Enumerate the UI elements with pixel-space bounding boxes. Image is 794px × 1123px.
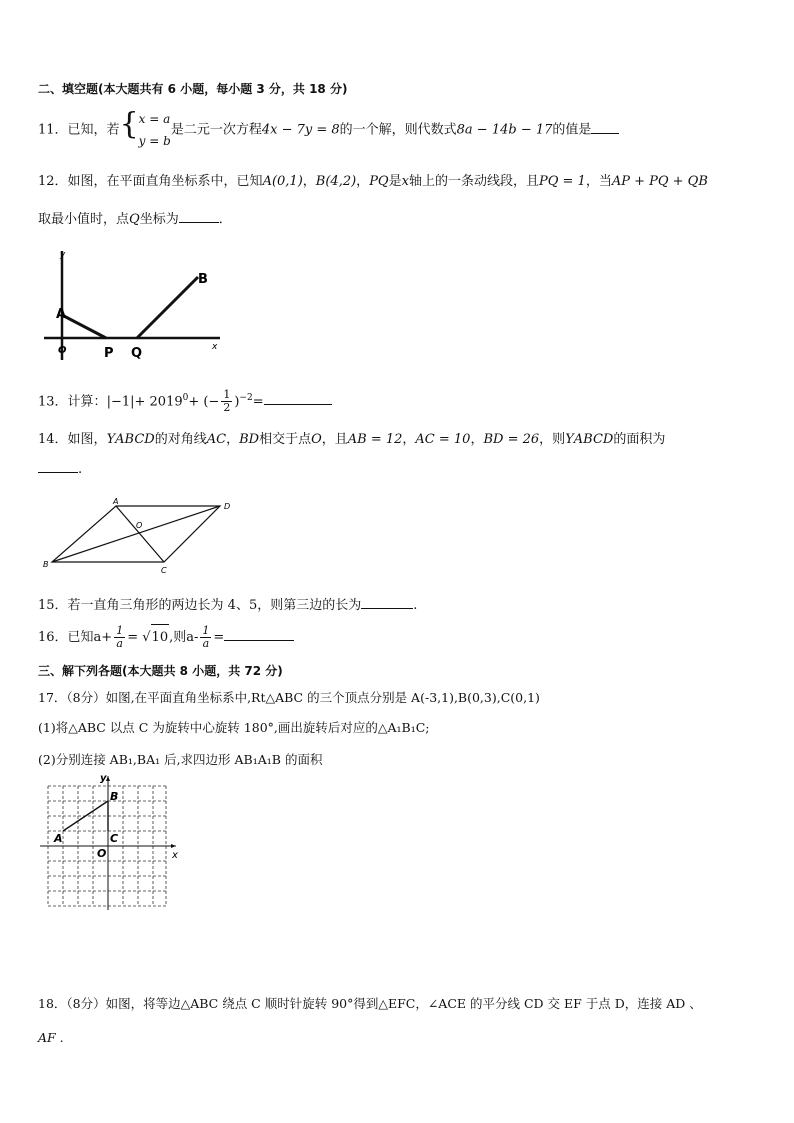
- q12-sep: ，: [302, 174, 316, 189]
- question-14-line-1: [38, 428, 665, 447]
- q17-fig-c-label: C: [110, 832, 119, 845]
- q16-equals-1: =: [127, 630, 139, 645]
- q14-point-o: O: [311, 432, 322, 447]
- question-16: [38, 624, 294, 651]
- q12-segment-ap: [62, 315, 106, 338]
- q14-answer-blank[interactable]: [38, 460, 78, 473]
- q16-answer-blank[interactable]: [224, 628, 294, 641]
- q12-segment-qb: [137, 277, 198, 338]
- q12-text-2: ，: [356, 174, 370, 189]
- q14-text-5: ，则: [539, 432, 566, 447]
- q12-fig-p-label: P: [104, 346, 114, 361]
- section-2-title: 二、填空题(本大题共有 6 小题，每小题 3 分，共 18 分): [38, 82, 348, 96]
- q14-sep-3: ，: [470, 432, 484, 447]
- q11-text-3: 的一个解，则代数式: [339, 122, 457, 138]
- question-13: [38, 386, 332, 414]
- q17-fig-y-label: y: [100, 773, 107, 784]
- q14-fig-a-label: A: [113, 497, 119, 506]
- q11-text: 已知，若: [67, 122, 120, 138]
- q12-fig-a-label: A: [56, 307, 67, 322]
- question-12-line-2: [38, 208, 232, 227]
- q17-line-1: 17．（8分）如图,在平面直角坐标系中,Rt△ABC 的三个顶点分别是 A(-3,1),B(0,3),C(0,1): [38, 690, 540, 705]
- q14-number: 14．: [38, 432, 68, 447]
- q11-equation: 4x − 7y = 8: [261, 122, 340, 138]
- q12-text: 如图，在平面直角坐标系中，已知: [67, 174, 263, 189]
- q13-text: 计算：: [67, 394, 107, 410]
- q14-fig-o-label: O: [136, 521, 143, 530]
- q14-ab: AB = 12: [347, 432, 403, 447]
- q17-y-arrow: [106, 776, 110, 781]
- q11-number: 11．: [38, 122, 68, 138]
- q14-end: .: [78, 462, 83, 477]
- q15-number: 15．: [38, 598, 68, 613]
- q14-diagonal-bd: BD: [239, 432, 260, 447]
- q11-system: [139, 108, 171, 152]
- q11-brace: {: [119, 106, 139, 142]
- q17-x-arrow: [171, 844, 176, 848]
- q14-parallelogram: ΥABCD: [106, 432, 155, 447]
- question-15: [38, 594, 417, 613]
- q15-end: .: [413, 598, 418, 613]
- q14-parallelogram-2: ΥABCD: [565, 432, 614, 447]
- q12-number: 12．: [38, 174, 68, 189]
- q12-text-3: 是: [388, 174, 402, 189]
- q13-exponent-neg2: −2: [239, 393, 253, 403]
- q12-fig-q-label: Q: [131, 346, 143, 361]
- q14-fig-d-label: D: [224, 502, 231, 511]
- q16-denominator-2: a: [202, 637, 210, 650]
- q15-text: 若一直角三角形的两边长为 4、5，则第三边的长为: [67, 598, 362, 613]
- q13-term-close: ): [234, 394, 240, 410]
- q11-system-line2: y = b: [138, 134, 171, 148]
- q16-number: 16．: [38, 630, 68, 645]
- q14-ac: AC = 10: [415, 432, 471, 447]
- q13-abs-value: |−1|: [106, 394, 135, 410]
- question-11: [38, 108, 619, 152]
- q12-segment: PQ: [369, 174, 389, 189]
- question-14-line-2: [38, 460, 82, 477]
- q12-figure: [40, 245, 230, 365]
- q16-denominator-1: a: [116, 637, 123, 650]
- q14-fig-c-label: C: [161, 566, 167, 575]
- q16-numerator-2: 1: [202, 624, 210, 637]
- q16-radical-sign: √: [142, 630, 151, 645]
- q14-text-2: 的对角线: [154, 432, 207, 447]
- q13-number: 13．: [38, 394, 68, 410]
- q12-fig-b-label: B: [198, 272, 208, 287]
- q12-x-axis: x: [401, 174, 409, 189]
- q12-point-q: Q: [129, 212, 140, 227]
- q17-line-2: (1)将△ABC 以点 C 为旋转中心旋转 180°,画出旋转后对应的△A₁B₁C;: [38, 720, 430, 735]
- q14-text: 如图，: [67, 432, 107, 447]
- q11-text-4: 的值是: [552, 122, 592, 138]
- q12-text-6: 取最小值时，点: [38, 212, 130, 227]
- q13-exponent-0: 0: [182, 393, 189, 403]
- q17-fig-b-label: B: [110, 790, 119, 803]
- q12-point-b: B(4,2): [315, 174, 357, 189]
- q14-line-ac: [116, 506, 164, 562]
- q12-point-a: A(0,1): [262, 174, 303, 189]
- q16-numerator-1: 1: [116, 624, 124, 637]
- q12-fig-y-label: y: [60, 250, 66, 260]
- q17-fig-x-label: x: [172, 850, 178, 861]
- q12-text-5: ，当: [585, 174, 612, 189]
- q16-fraction-1: [114, 625, 125, 650]
- q18-line-2: AF .: [38, 1030, 64, 1045]
- q14-text-3: 相交于点: [259, 432, 312, 447]
- q17-figure: [38, 772, 184, 912]
- q16-text-2: ,则a-: [169, 630, 199, 645]
- q13-numerator: 1: [223, 388, 231, 402]
- q11-system-line1: x = a: [138, 112, 171, 126]
- q13-answer-blank[interactable]: [264, 392, 332, 405]
- q12-fig-o-label: O: [58, 345, 67, 356]
- q14-text-4: ，且: [321, 432, 348, 447]
- q11-expression: 8a − 14b − 17: [456, 122, 553, 138]
- q14-figure: [40, 496, 240, 576]
- q16-fraction-2: [200, 625, 211, 650]
- q13-fraction: [221, 389, 232, 414]
- q14-diagonal-ac: AC: [206, 432, 227, 447]
- q16-equals-2: =: [213, 630, 225, 645]
- q13-term-open: + (−: [188, 394, 220, 410]
- q14-sep-1: ，: [226, 432, 240, 447]
- q12-fig-x-label: x: [212, 342, 218, 352]
- q13-term-2019: + 2019: [134, 394, 183, 410]
- q12-sum: AP + PQ + QB: [611, 174, 708, 189]
- q13-denominator: 2: [223, 401, 231, 415]
- q15-answer-blank[interactable]: [361, 596, 413, 609]
- q12-answer-blank[interactable]: [179, 210, 219, 223]
- q12-text-4: 轴上的一条动线段，且: [408, 174, 539, 189]
- question-12-line-1: [38, 170, 708, 189]
- q12-text-7: 坐标为: [139, 212, 179, 227]
- q11-answer-blank[interactable]: [591, 121, 619, 134]
- q11-text-2: 是二元一次方程: [170, 122, 262, 138]
- q12-end: ．: [218, 212, 232, 227]
- q14-fig-b-label: B: [43, 560, 49, 569]
- q13-equals: =: [252, 394, 264, 410]
- q16-text: 已知a+: [67, 630, 113, 645]
- q17-line-3: (2)分别连接 AB₁,BA₁ 后,求四边形 AB₁A₁B 的面积: [38, 752, 323, 767]
- q17-fig-o-label: O: [97, 847, 107, 860]
- q12-condition: PQ = 1: [538, 174, 586, 189]
- q17-fig-a-label: A: [54, 832, 63, 845]
- q16-radicand: 10: [151, 624, 170, 651]
- section-3-title: 三、解下列各题(本大题共 8 小题，共 72 分): [38, 664, 283, 678]
- q14-text-6: 的面积为: [613, 432, 666, 447]
- q14-bd: BD = 26: [483, 432, 540, 447]
- q14-line-bd: [52, 506, 220, 562]
- q14-sep-2: ，: [402, 432, 416, 447]
- q18-line-1: 18．（8分）如图，将等边△ABC 绕点 C 顺时针旋转 90°得到△EFC，∠ACE 的平分线 CD 交 EF 于点 D，连接 AD 、: [38, 996, 702, 1011]
